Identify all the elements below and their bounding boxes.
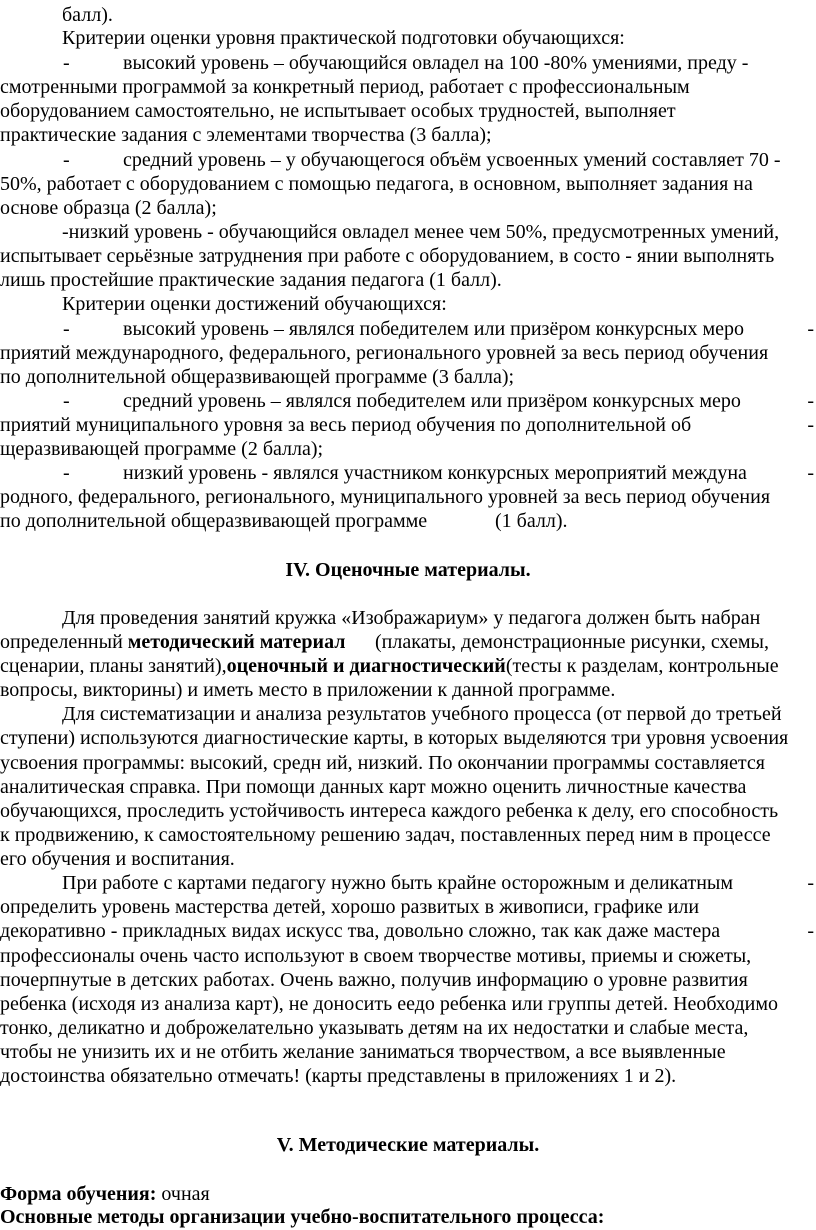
text-line: (плакаты, демонстрационные рисунки, схемы, bbox=[375, 631, 769, 653]
text-line: родного, федерального, регионального, муниципального уровней за весь период обучения bbox=[0, 486, 771, 508]
text-line: приятий международного, федерального, регионального уровней за весь период обучения bbox=[0, 342, 769, 364]
text-line: оборудованием самостоятельно, не испытывает особых трудностей, выполняет bbox=[0, 100, 676, 122]
text-line: -низкий уровень - обучающийся овладел менее чем 50%, предусмотренных умений, bbox=[62, 221, 780, 243]
text-line: к продвижению, к самостоятельному решению задач, поставленных перед ним в процессе bbox=[0, 824, 771, 846]
text-line: испытывает серьёзные затруднения при работе с оборудованием, в состо - янии выполнять bbox=[0, 245, 775, 267]
text-line: по дополнительной общеразвивающей программе bbox=[0, 510, 428, 532]
text-line: (1 балл). bbox=[495, 510, 568, 532]
section-heading-v: V. Методические материалы. bbox=[276, 1134, 540, 1156]
text-line: При работе с картами педагогу нужно быть крайне осторожным и деликатным bbox=[62, 872, 733, 894]
hyphen-mark: - bbox=[807, 390, 814, 412]
text-line: средний уровень – у обучающегося объём усвоенных умений составляет 70 - bbox=[123, 149, 781, 171]
list-dash: - bbox=[63, 318, 70, 340]
text-line: ребенка (исходя из анализа карт), не доносить еедо ребенка или группы детей. Необходимо bbox=[0, 993, 778, 1015]
hyphen-mark: - bbox=[807, 920, 814, 942]
methods-heading: Основные методы организации учебно-воспитательного процесса: bbox=[0, 1206, 605, 1228]
text-line: Для систематизации и анализа результатов учебного процесса (от первой до третьей bbox=[62, 703, 782, 725]
text-line: вопросы, викторины) и иметь место в приложении к данной программе. bbox=[0, 679, 616, 701]
text-line: чтобы не унизить их и не отбить желание заниматься творчеством, а все выявленные bbox=[0, 1041, 726, 1063]
text-line: основе образца (2 балла); bbox=[0, 197, 217, 219]
text-line: аналитическая справка. При помощи данных карт можно оценить личностные качества bbox=[0, 776, 747, 798]
hyphen-mark: - bbox=[807, 318, 814, 340]
text-line: Для проведения занятий кружка «Изображариум» у педагога должен быть набран bbox=[62, 607, 761, 629]
hyphen-mark: - bbox=[807, 462, 814, 484]
text-line: щеразвивающей программе (2 балла); bbox=[0, 438, 324, 460]
text-line: профессионалы очень часто используют в своем творчестве мотивы, приемы и сюжеты, bbox=[0, 945, 752, 967]
text-line: почерпнутые в детских работах. Очень важно, получив информацию о уровне развития bbox=[0, 969, 748, 991]
form-of-study: Форма обучения: очная bbox=[0, 1183, 210, 1205]
text-line: декоративно - прикладных видах искусс тва, довольно сложно, так как даже мастера bbox=[0, 920, 721, 942]
text-line: Критерии оценки уровня практической подготовки обучающихся: bbox=[62, 27, 625, 49]
text-line: высокий уровень – являлся победителем или призёром конкурсных меро bbox=[123, 318, 744, 340]
text-line: низкий уровень - являлся участником конкурсных мероприятий междуна bbox=[123, 462, 747, 484]
text-line: определенный методический материал bbox=[0, 631, 346, 653]
text-line: приятий муниципального уровня за весь период обучения по дополнительной об bbox=[0, 414, 692, 436]
text-line: усвоения программы: высокий, средн ий, низкий. По окончании программы составляется bbox=[0, 752, 765, 774]
text-line: Критерии оценки достижений обучающихся: bbox=[62, 293, 447, 315]
text-line: смотренными программой за конкретный период, работает с профессиональным bbox=[0, 76, 690, 98]
text-line: балл). bbox=[62, 4, 113, 26]
section-heading-iv: IV. Оценочные материалы. bbox=[285, 559, 531, 581]
text-line: по дополнительной общеразвивающей программе (3 балла); bbox=[0, 366, 515, 388]
text-line: достоинства обязательно отмечать! (карты представлены в приложениях 1 и 2). bbox=[0, 1065, 677, 1087]
list-dash: - bbox=[63, 52, 70, 74]
text-line: определить уровень мастерства детей, хорошо развитых в живописи, графике или bbox=[0, 896, 700, 918]
text-line: лишь простейшие практические задания педагога (1 балл). bbox=[0, 269, 502, 291]
text-line: ступени) используются диагностические карты, в которых выделяются три уровня усвоения bbox=[0, 727, 789, 749]
text-line: средний уровень – являлся победителем или призёром конкурсных меро bbox=[123, 390, 741, 412]
list-dash: - bbox=[63, 390, 70, 412]
text-line: сценарии, планы занятий),оценочный и диагностический(тесты к разделам, контрольные bbox=[0, 655, 779, 677]
list-dash: - bbox=[63, 149, 70, 171]
text-line: обучающихся, проследить устойчивость интереса каждого ребенка к делу, его способность bbox=[0, 800, 779, 822]
text-line: высокий уровень – обучающийся овладел на 100 -80% умениями, преду - bbox=[123, 52, 749, 74]
text-line: его обучения и воспитания. bbox=[0, 848, 235, 870]
hyphen-mark: - bbox=[807, 414, 814, 436]
hyphen-mark: - bbox=[807, 872, 814, 894]
text-line: тонко, деликатно и доброжелательно указывать детям на их недостатки и слабые места, bbox=[0, 1017, 749, 1039]
text-line: 50%, работает с оборудованием с помощью педагога, в основном, выполняет задания на bbox=[0, 173, 753, 195]
list-dash: - bbox=[63, 462, 70, 484]
text-line: практические задания с элементами творчества (3 балла); bbox=[0, 124, 492, 146]
